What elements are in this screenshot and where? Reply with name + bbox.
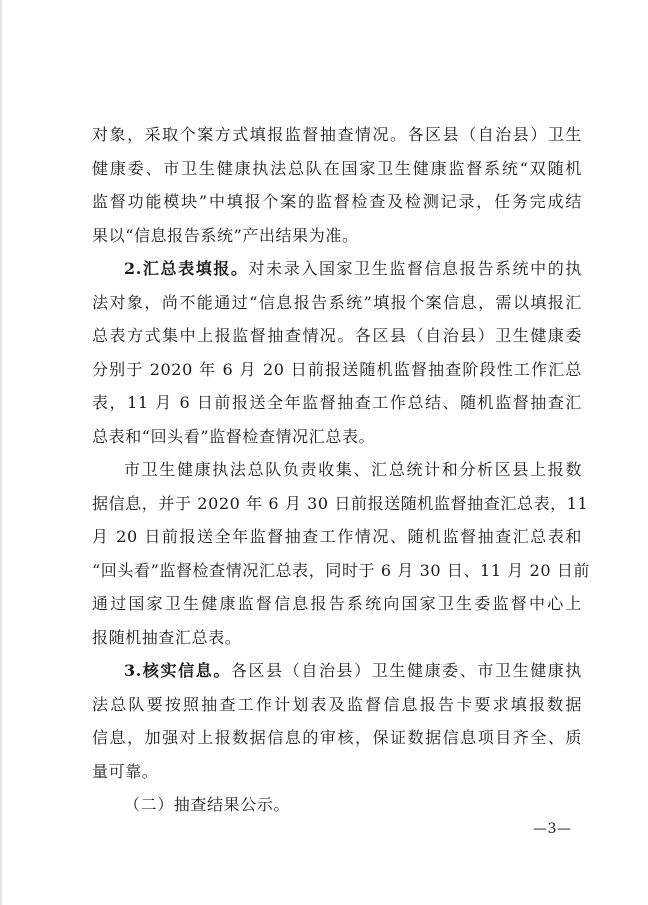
item-heading: 3.核实信息。 xyxy=(124,661,231,680)
text-line: 信息，加强对上报数据信息的审核，保证数据信息项目齐全、质 xyxy=(92,728,582,747)
text-line: 总表方式集中上报监督抽查情况。各区县（自治县）卫生健康委 xyxy=(92,326,582,345)
paper-edge xyxy=(0,0,3,905)
text-line xyxy=(92,252,582,286)
text-line: 量可靠。 xyxy=(92,761,159,781)
text-line: 果以“信息报告系统”产出结果为准。 xyxy=(92,225,359,245)
text-line: 对象，采取个案方式填报监督抽查情况。各区县（自治县）卫生 xyxy=(92,125,582,144)
text-run: 对未录入国家卫生监督信息报告系统中的执 xyxy=(248,259,582,278)
text-line: 监督功能模块”中填报个案的监督检查及检测记录，任务完成结 xyxy=(92,192,582,211)
text-line: 通过国家卫生健康监督信息报告系统向国家卫生委监督中心上 xyxy=(92,594,582,613)
text-line: 报随机抽查汇总表。 xyxy=(92,627,242,647)
paragraph-verify-information xyxy=(92,654,582,788)
text-line: 市卫生健康执法总队负责收集、汇总统计和分析区县上报数 xyxy=(124,460,582,479)
paragraph-summary-table-reporting xyxy=(92,252,582,453)
section-heading: （二）抽查结果公示。 xyxy=(124,795,291,814)
text-line: 健康委、市卫生健康执法总队在国家卫生健康监督系统“双随机 xyxy=(92,158,582,178)
text-line: “回头看”监督检查情况汇总表，同时于 6 月 30 日、11 月 20 日前 xyxy=(92,560,591,580)
text-line: 法总队要按照抽查工作计划表及监督信息报告卡要求填报数据 xyxy=(92,694,582,714)
page-number: —3— xyxy=(533,821,572,837)
text-line: 表，11 月 6 日前报送全年监督抽查工作总结、随机监督抽查汇 xyxy=(92,393,582,412)
text-line: 据信息，并于 2020 年 6 月 30 日前报送随机监督抽查汇总表，11 xyxy=(92,493,589,513)
paragraph-continuation xyxy=(92,118,582,252)
text-line: 分别于 2020 年 6 月 20 日前报送随机监督抽查阶段性工作汇总 xyxy=(92,359,582,379)
item-heading: 2.汇总表填报。 xyxy=(124,259,249,278)
paragraph-municipal-summary xyxy=(92,453,591,654)
text-line: 法对象，尚不能通过“信息报告系统”填报个案信息，需以填报汇 xyxy=(92,292,582,312)
text-line xyxy=(92,654,582,688)
text-line: 月 20 日前报送全年监督抽查工作情况、随机监督抽查汇总表和 xyxy=(92,527,582,546)
text-run: 各区县（自治县）卫生健康委、市卫生健康执 xyxy=(230,661,582,680)
document-body xyxy=(92,118,591,822)
text-line: 总表和“回头看”监督检查情况汇总表。 xyxy=(92,426,376,446)
